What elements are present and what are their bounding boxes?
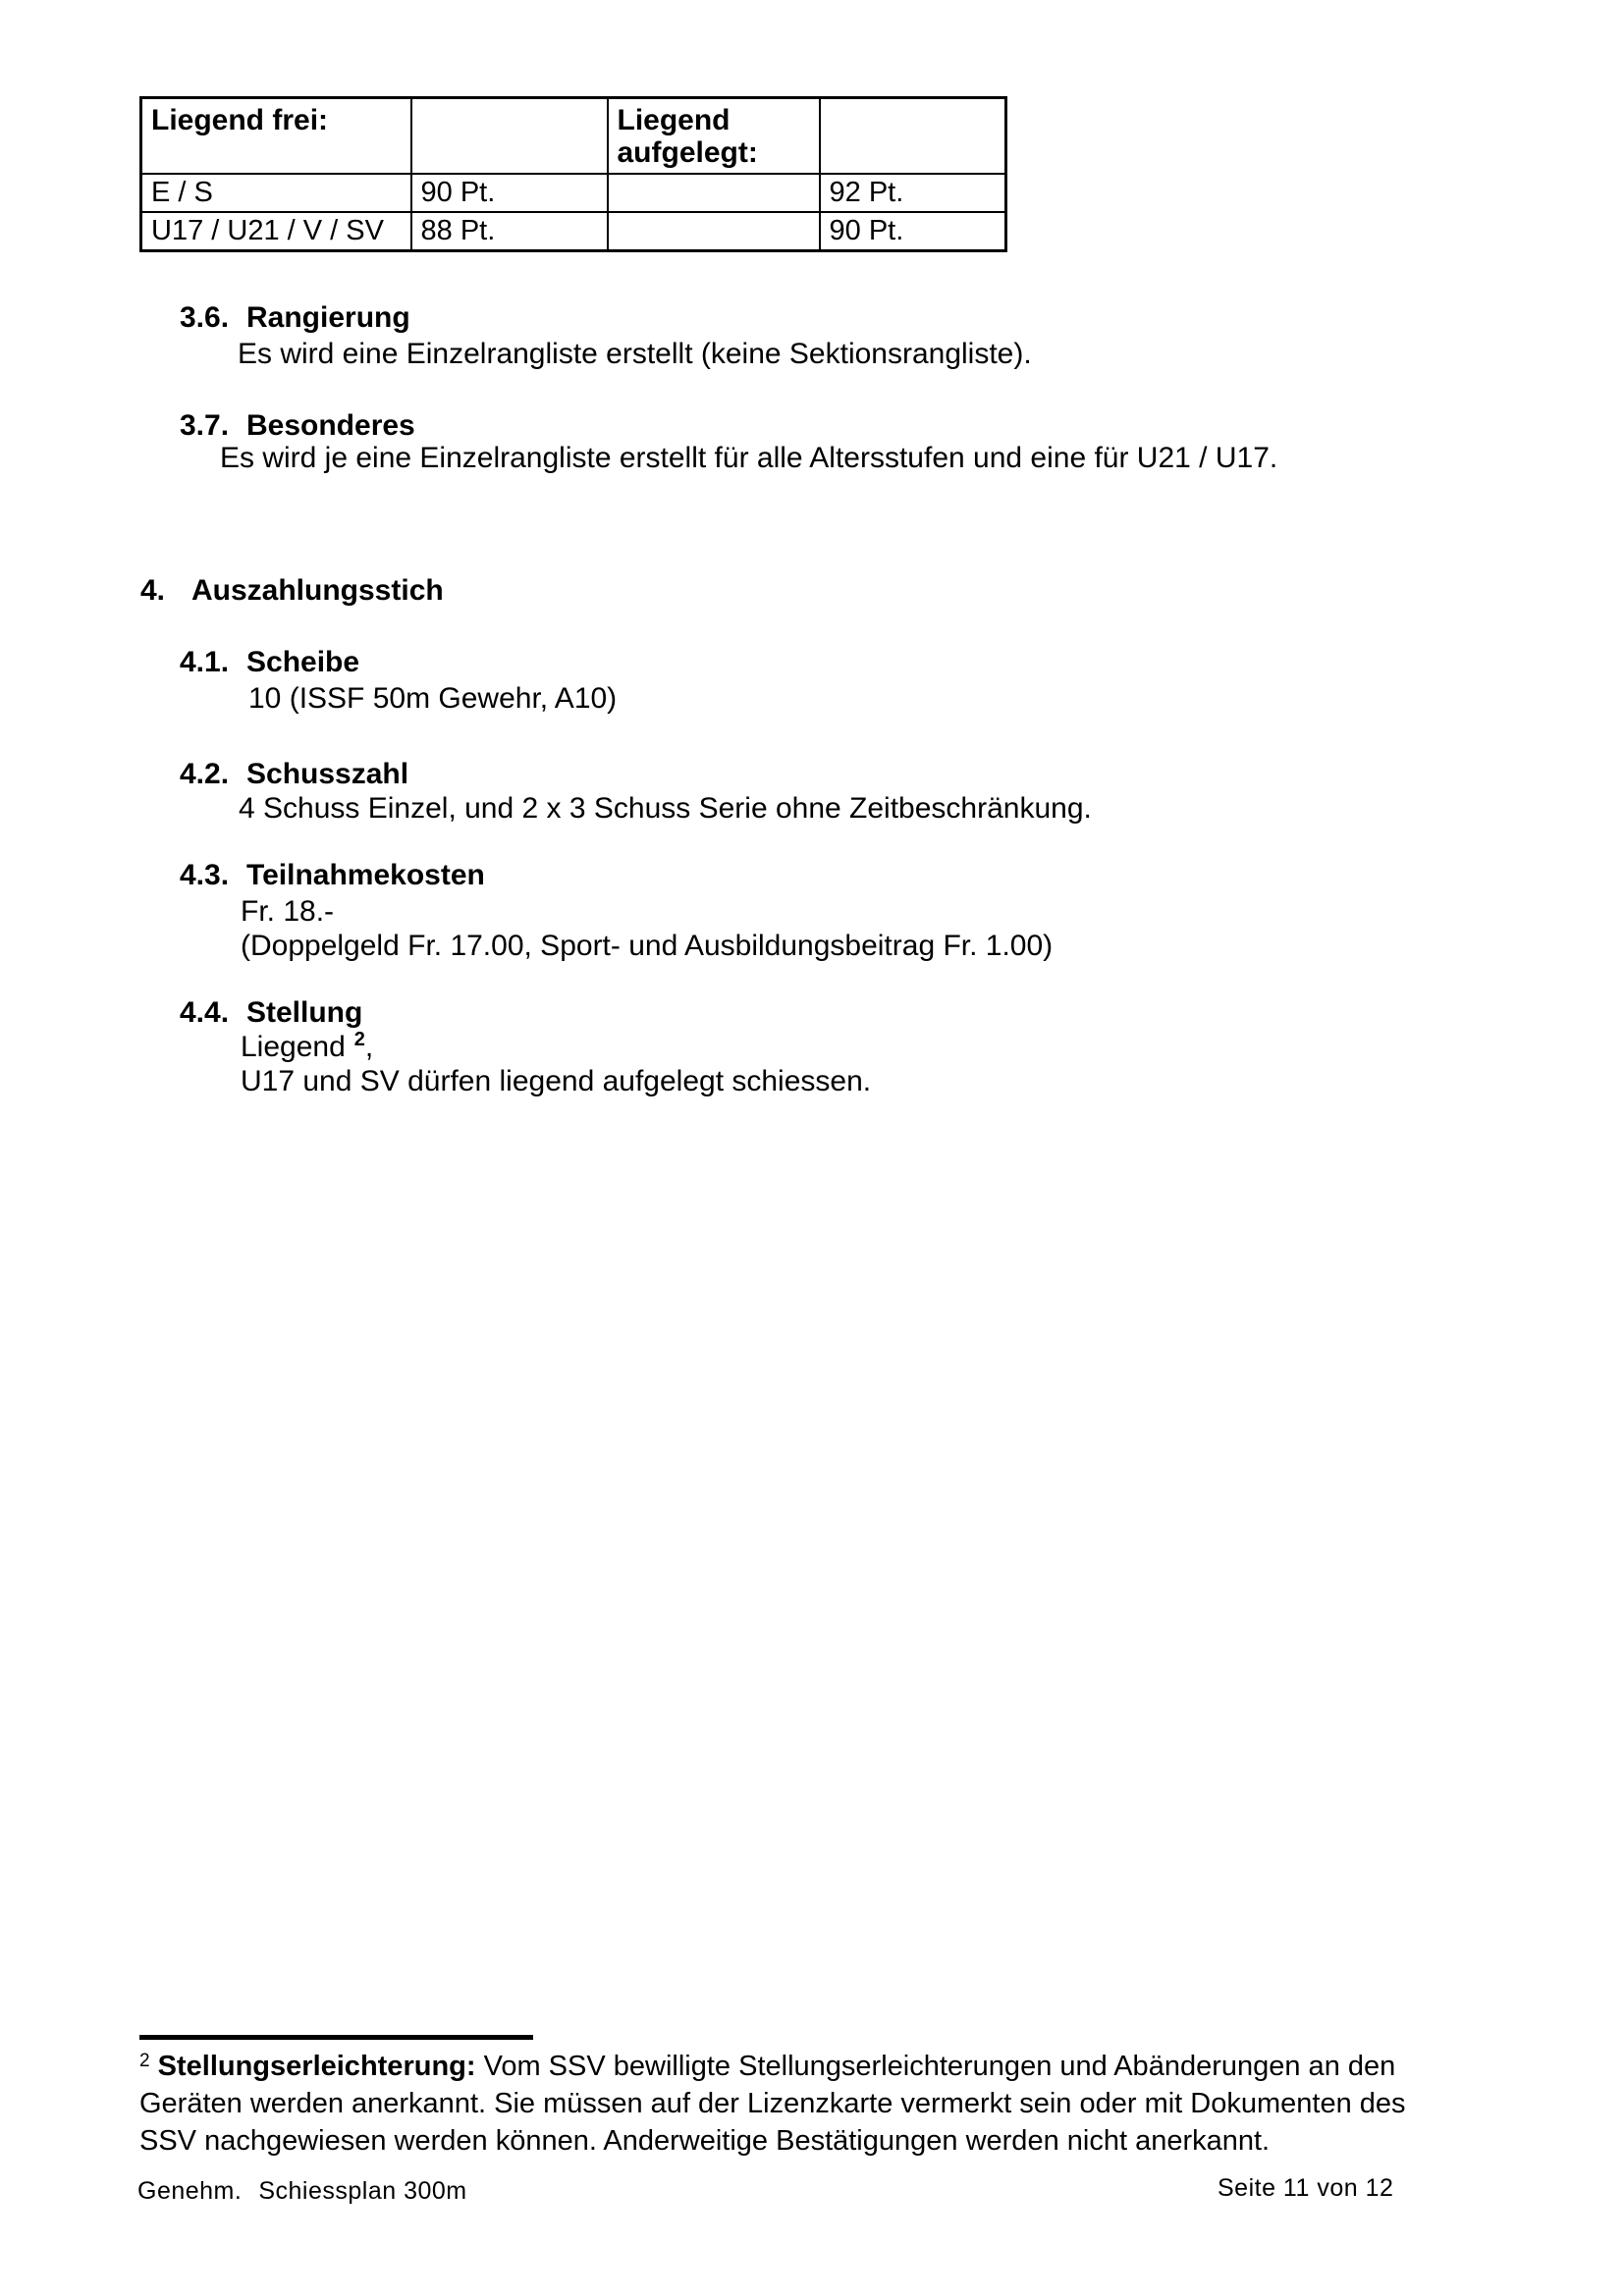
section-title: Stellung xyxy=(246,996,363,1029)
cell-aufgelegt-points: 90 Pt. xyxy=(820,212,1006,251)
cell-frei-points: 90 Pt. xyxy=(411,174,608,212)
section-body-3-6: Es wird eine Einzelrangliste erstellt (keine Sektionsrangliste). xyxy=(238,338,1032,370)
section-number: 3.7. xyxy=(180,409,230,442)
header-cell-liegend-frei: Liegend frei: xyxy=(141,98,411,175)
section-body-4-3-line2: (Doppelgeld Fr. 17.00, Sport- und Ausbildungsbeitrag Fr. 1.00) xyxy=(241,930,1054,962)
table-row xyxy=(141,174,1006,212)
section-heading-3-6 xyxy=(180,300,410,336)
section-number: 4. xyxy=(140,574,166,607)
cell-frei-points: 88 Pt. xyxy=(411,212,608,251)
header-cell-liegend-aufgelegt: Liegend aufgelegt: xyxy=(608,98,820,175)
section-body-4-1: 10 (ISSF 50m Gewehr, A10) xyxy=(248,682,618,715)
section-heading-3-7 xyxy=(180,408,415,444)
footer-page-number: Seite 11 von 12 xyxy=(1218,2174,1394,2202)
footer-left-title: Schiessplan 300m xyxy=(258,2177,467,2205)
section-heading-4-1 xyxy=(180,645,359,680)
section-number: 4.1. xyxy=(180,646,230,678)
footnote-separator-rule xyxy=(139,2035,533,2040)
section-heading-4 xyxy=(140,573,444,609)
section-body-4-3-line1: Fr. 18.- xyxy=(241,895,335,928)
section-body-4-4-line2: U17 und SV dürfen liegend aufgelegt schiessen. xyxy=(241,1065,872,1097)
section-title: Auszahlungsstich xyxy=(191,574,444,607)
footnote-line-2: Geräten werden anerkannt. Sie müssen auf der Lizenzkarte vermerkt sein oder mit Dokumenten des xyxy=(139,2088,1406,2119)
section-heading-4-4 xyxy=(180,995,362,1031)
section-heading-4-3 xyxy=(180,858,485,893)
section-body-4-4-line1 xyxy=(241,1030,373,1068)
section-title: Rangierung xyxy=(246,301,410,334)
header-cell-empty-1 xyxy=(411,98,608,175)
footnote-text: Vom SSV bewilligte Stellungserleichterungen und Abänderungen an den xyxy=(483,2051,1396,2082)
section-heading-4-2 xyxy=(180,757,408,792)
table-row xyxy=(141,212,1006,251)
footer-left-label: Genehm. xyxy=(137,2177,243,2205)
cell-empty xyxy=(608,174,820,212)
footnote-label: Stellungserleichterung: xyxy=(157,2051,476,2082)
cell-category: U17 / U21 / V / SV xyxy=(141,212,411,251)
score-table xyxy=(139,96,1007,252)
stellung-comma: , xyxy=(364,1031,374,1063)
section-title: Besonderes xyxy=(246,409,415,442)
cell-aufgelegt-points: 92 Pt. xyxy=(820,174,1006,212)
stellung-text: Liegend xyxy=(241,1031,346,1063)
footnote-line-1 xyxy=(139,2049,1395,2088)
section-title: Scheibe xyxy=(246,646,360,678)
section-title: Schusszahl xyxy=(246,758,409,790)
section-body-4-2: 4 Schuss Einzel, und 2 x 3 Schuss Serie ohne Zeitbeschränkung. xyxy=(239,792,1092,825)
header-cell-empty-2 xyxy=(820,98,1006,175)
section-title: Teilnahmekosten xyxy=(246,859,485,891)
section-body-3-7: Es wird je eine Einzelrangliste erstellt für alle Altersstufen und eine für U21 / U17. xyxy=(220,442,1278,474)
footnote-line-3: SSV nachgewiesen werden können. Anderweitige Bestätigungen werden nicht anerkannt. xyxy=(139,2125,1271,2157)
footnote-reference-superscript: 2 xyxy=(353,1029,365,1050)
footer-document-title xyxy=(137,2173,467,2209)
cell-category: E / S xyxy=(141,174,411,212)
footnote-marker-superscript: 2 xyxy=(139,2051,150,2071)
section-number: 4.4. xyxy=(180,996,230,1029)
cell-empty xyxy=(608,212,820,251)
section-number: 4.2. xyxy=(180,758,230,790)
table-header-row xyxy=(141,98,1006,175)
section-number: 4.3. xyxy=(180,859,230,891)
section-number: 3.6. xyxy=(180,301,230,334)
